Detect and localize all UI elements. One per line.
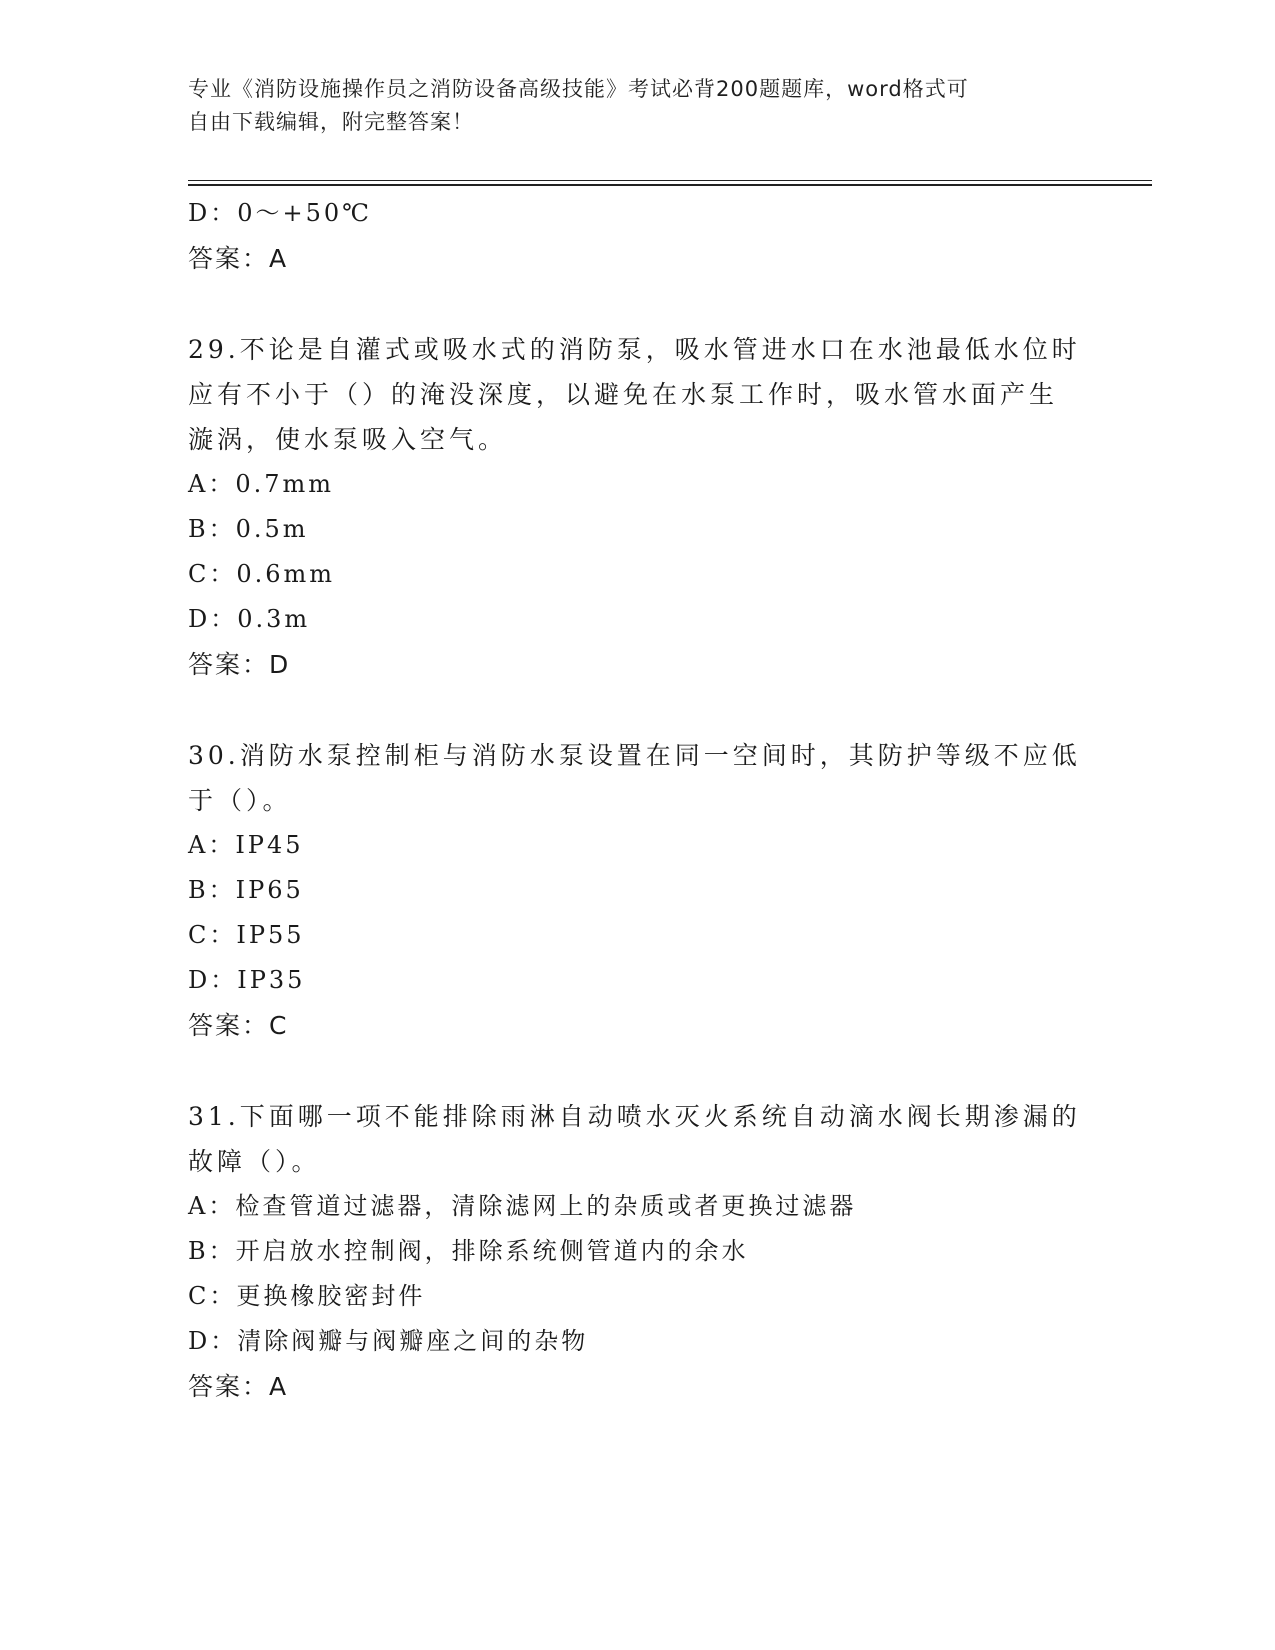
option-b: B：IP65	[188, 876, 304, 904]
question-31	[188, 1094, 1088, 1409]
question-stem-line: 30.消防水泵控制柜与消防水泵设置在同一空间时，其防护等级不应低	[188, 741, 1081, 770]
question-stem-line: 29.不论是自灌式或吸水式的消防泵，吸水管进水口在水池最低水位时	[188, 335, 1081, 364]
question-stem-line: 漩涡，使水泵吸入空气。	[188, 425, 508, 454]
answer: 答案：A	[188, 1372, 289, 1401]
header-line-2: 自由下载编辑，附完整答案！	[188, 110, 474, 134]
option-d: D：清除阀瓣与阀瓣座之间的杂物	[188, 1327, 589, 1355]
option-a: A：IP45	[188, 831, 304, 859]
spacer	[188, 281, 1088, 327]
spacer	[188, 1048, 1088, 1094]
header-rule-thick	[188, 184, 1152, 186]
option-a: A：检查管道过滤器，清除滤网上的杂质或者更换过滤器	[188, 1192, 857, 1220]
header-rule-thin	[188, 180, 1152, 181]
option-a: A：0.7mm	[188, 470, 335, 498]
question-29	[188, 327, 1088, 687]
header-line-1: 专业《消防设施操作员之消防设备高级技能》考试必背200题题库，word格式可	[188, 77, 969, 101]
option-d: D：0.3m	[188, 605, 311, 633]
fragment-option-d: D：0～+50℃	[188, 199, 373, 227]
question-30	[188, 733, 1088, 1048]
option-b: B：0.5m	[188, 515, 309, 543]
answer: 答案：C	[188, 1011, 289, 1040]
spacer	[188, 687, 1088, 733]
question-list	[188, 191, 1088, 1409]
question-stem-line: 31.下面哪一项不能排除雨淋自动喷水灭火系统自动滴水阀长期渗漏的	[188, 1102, 1081, 1131]
option-c: C：更换橡胶密封件	[188, 1282, 426, 1310]
document-header	[188, 73, 1088, 139]
option-c: C：IP55	[188, 921, 305, 949]
question-stem-line: 故障（）。	[188, 1147, 321, 1176]
question-stem-line: 应有不小于（）的淹没深度，以避免在水泵工作时，吸水管水面产生	[188, 380, 1059, 409]
option-b: B：开启放水控制阀，排除系统侧管道内的余水	[188, 1237, 749, 1265]
answer: 答案：D	[188, 650, 291, 679]
option-c: C：0.6mm	[188, 560, 336, 588]
fragment-answer: 答案：A	[188, 244, 289, 273]
question-stem-line: 于（）。	[188, 786, 292, 815]
option-d: D：IP35	[188, 966, 306, 994]
